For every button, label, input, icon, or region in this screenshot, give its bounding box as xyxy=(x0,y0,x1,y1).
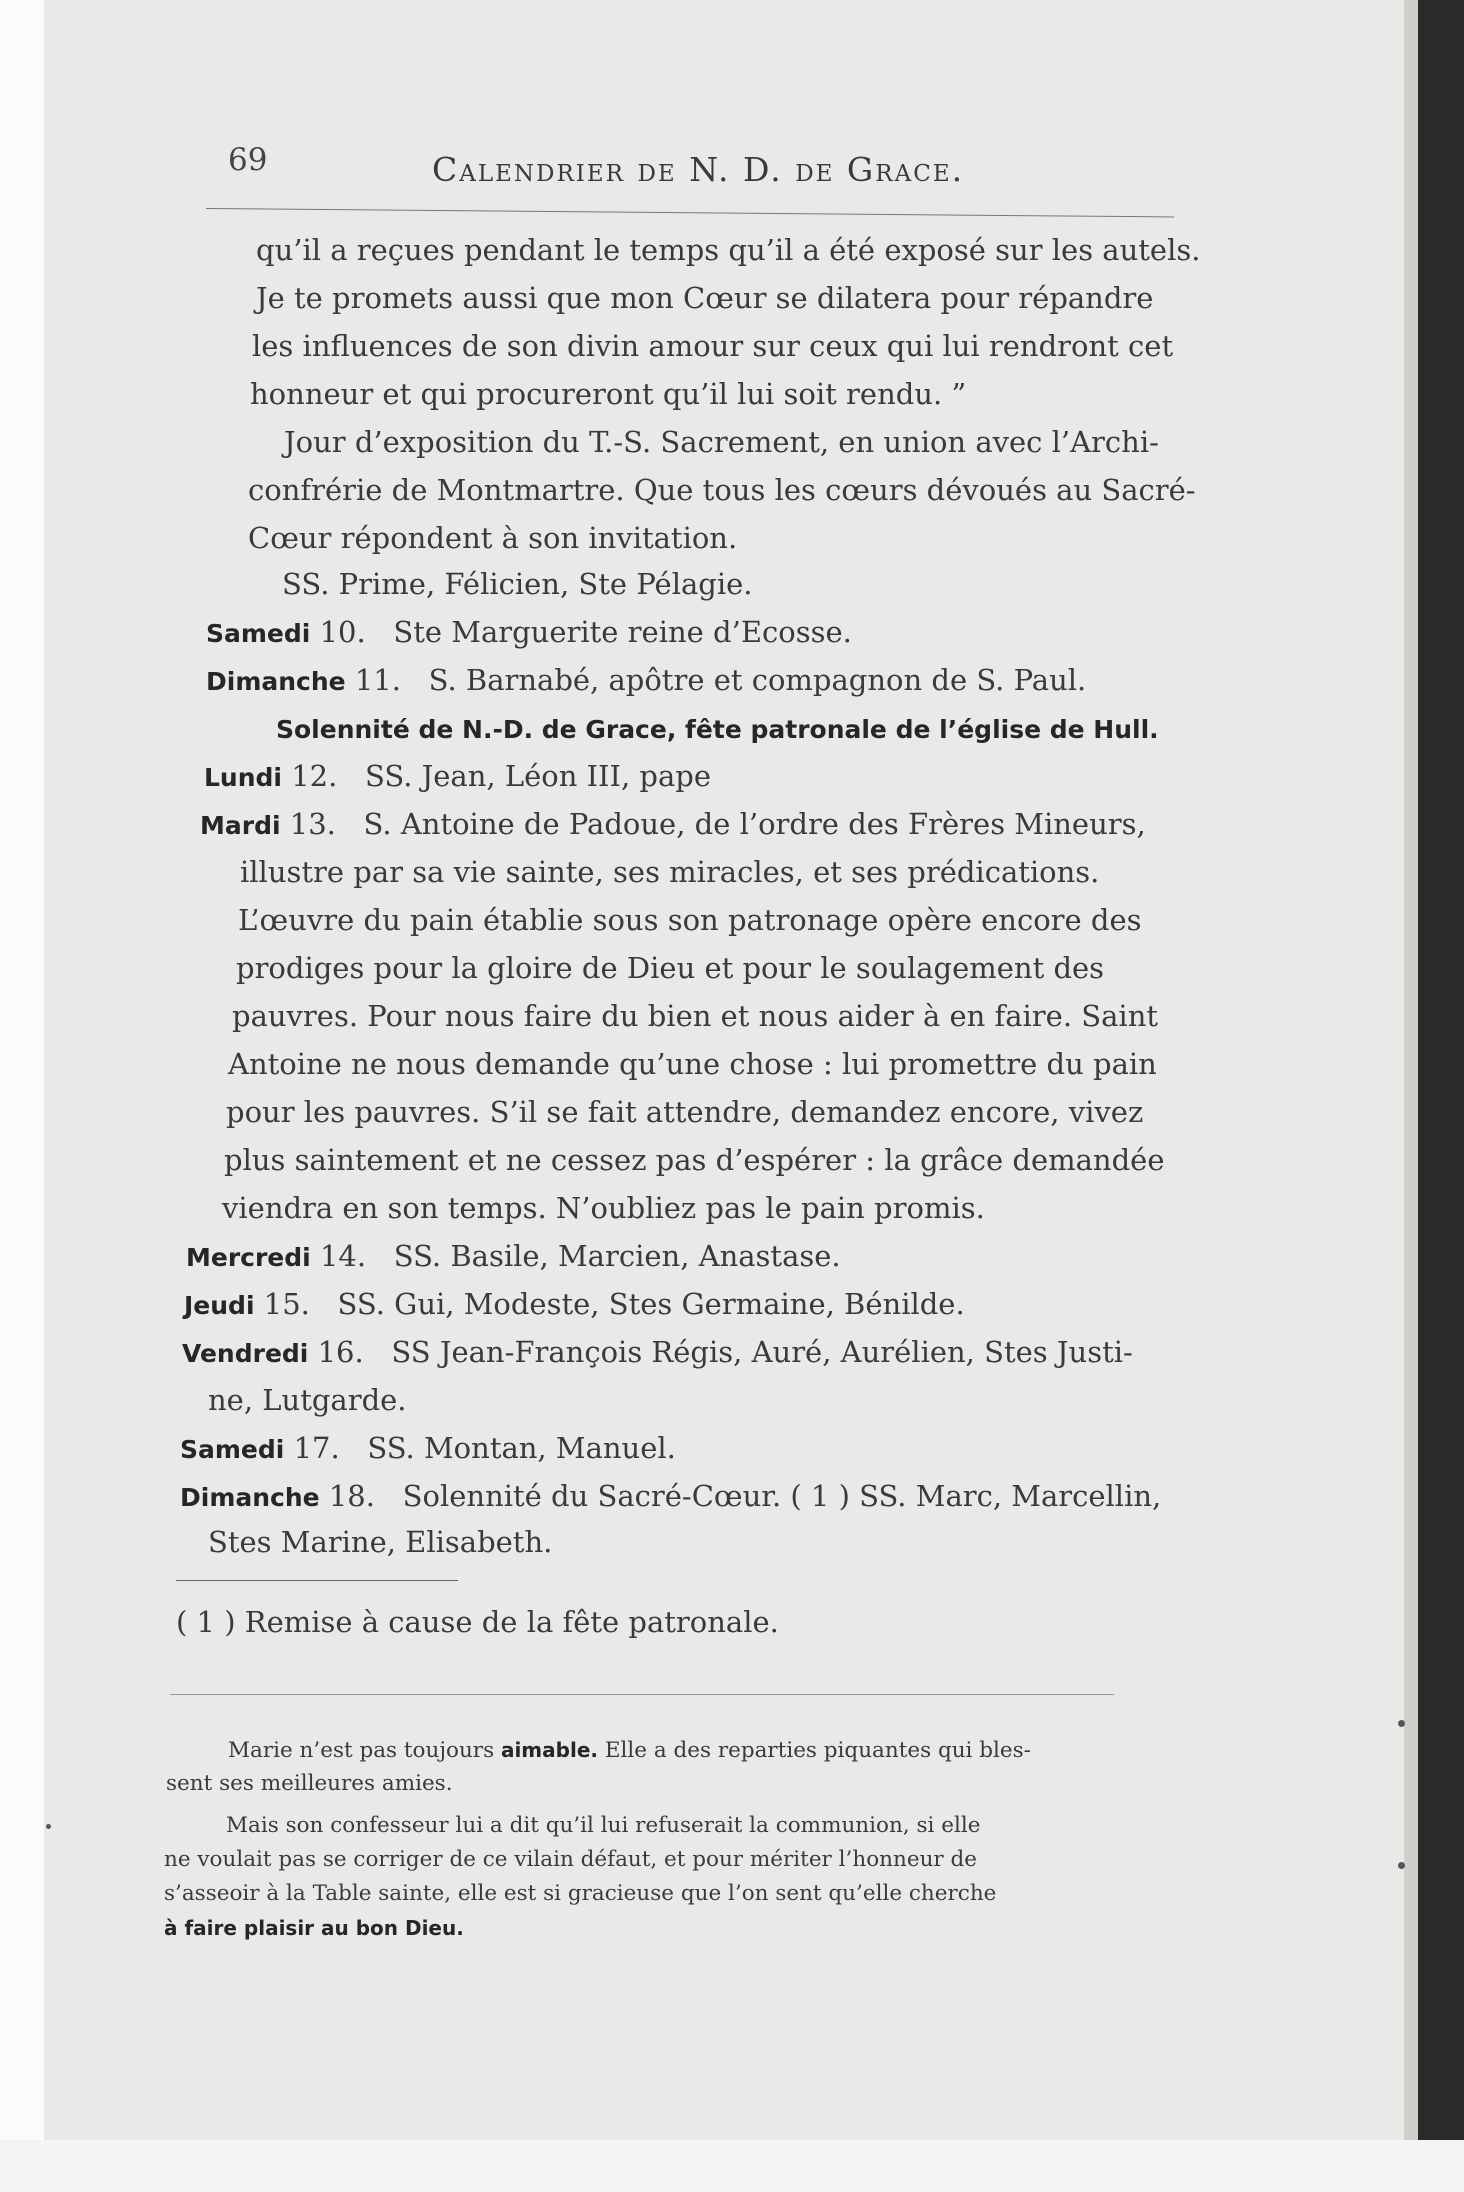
entry-continuation: ne, Lutgarde. xyxy=(208,1383,407,1417)
anecdote-line: ne voulait pas se corriger de ce vilain défaut, et pour mériter l’honneur de xyxy=(164,1847,978,1872)
entry-text: SS. Gui, Modeste, Stes Germaine, Bénilde. xyxy=(337,1287,965,1321)
calendar-entry-mardi-13 xyxy=(200,806,1146,844)
anecdote-text: Elle a des reparties piquantes qui bles- xyxy=(597,1738,1031,1763)
solemnity-line: Solennité de N.-D. de Grace, fête patronale de l’église de Hull. xyxy=(276,715,1159,744)
day-number: 14. xyxy=(319,1239,367,1273)
anecdote-line: Mais son confesseur lui a dit qu’il lui refuserait la communion, si elle xyxy=(226,1813,981,1838)
anecdote-line: s’asseoir à la Table sainte, elle est si gracieuse que l’on sent qu’elle cherche xyxy=(164,1881,997,1906)
entry-text: SS Jean-François Régis, Auré, Aurélien, Stes Justi- xyxy=(391,1335,1133,1369)
day-name: Mardi xyxy=(200,811,281,840)
entry-text: SS. Jean, Léon III, pape xyxy=(365,759,711,793)
day-number: 10. xyxy=(319,615,366,649)
body-line: les influences de son divin amour sur ceux qui lui rendront cet xyxy=(252,329,1174,363)
page-number: 69 xyxy=(228,142,268,178)
calendar-entry-samedi-10 xyxy=(206,614,852,652)
day-number: 18. xyxy=(328,1479,375,1513)
day-number: 16. xyxy=(317,1335,364,1369)
body-line: qu’il a reçues pendant le temps qu’il a été exposé sur les autels. xyxy=(256,233,1201,267)
calendar-entry-vendredi-16 xyxy=(182,1334,1133,1372)
entry-continuation: plus saintement et ne cessez pas d’espérer : la grâce demandée xyxy=(224,1143,1165,1177)
body-line: honneur et qui procureront qu’il lui soit rendu. ” xyxy=(250,377,967,411)
section-separator xyxy=(170,1694,1114,1695)
anecdote-line xyxy=(228,1736,1031,1765)
entry-text: Solennité du Sacré-Cœur. ( 1 ) SS. Marc, Marcellin, xyxy=(402,1479,1162,1513)
day-number: 17. xyxy=(293,1431,340,1465)
entry-text: SS. Basile, Marcien, Anastase. xyxy=(393,1239,841,1273)
running-title: Calendrier de N. D. de Grace. xyxy=(432,150,965,189)
footnote-rule xyxy=(176,1580,458,1581)
day-name: Lundi xyxy=(204,763,282,792)
day-number: 15. xyxy=(263,1287,310,1321)
body-line: SS. Prime, Félicien, Ste Pélagie. xyxy=(282,567,753,601)
anecdote-text: Marie n’est pas toujours xyxy=(228,1738,501,1763)
scan-speck xyxy=(1398,1862,1405,1869)
day-number: 11. xyxy=(354,663,401,697)
calendar-entry-dimanche-11 xyxy=(206,662,1086,700)
anecdote-bold: aimable. xyxy=(500,1738,598,1762)
entry-continuation: pauvres. Pour nous faire du bien et nous aider à en faire. Saint xyxy=(232,999,1159,1033)
entry-continuation: L’œuvre du pain établie sous son patronage opère encore des xyxy=(238,903,1142,937)
day-name: Vendredi xyxy=(182,1339,309,1368)
body-line: Je te promets aussi que mon Cœur se dilatera pour répandre xyxy=(256,281,1154,315)
calendar-entry-samedi-17 xyxy=(180,1430,676,1468)
entry-continuation: prodiges pour la gloire de Dieu et pour le soulagement des xyxy=(236,951,1105,985)
calendar-entry-mercredi-14 xyxy=(186,1238,841,1276)
entry-continuation: Stes Marine, Elisabeth. xyxy=(208,1525,553,1559)
anecdote-line xyxy=(164,1914,464,1943)
entry-text: Ste Marguerite reine d’Ecosse. xyxy=(393,615,852,649)
scan-speck xyxy=(1398,1720,1405,1727)
calendar-entry-jeudi-15 xyxy=(184,1286,965,1324)
anecdote-bold: à faire plaisir au bon Dieu. xyxy=(164,1916,464,1940)
day-name: Samedi xyxy=(180,1435,285,1464)
day-name: Dimanche xyxy=(180,1483,320,1512)
body-line: Jour d’exposition du T.-S. Sacrement, en union avec l’Archi- xyxy=(284,425,1159,459)
calendar-entry-lundi-12 xyxy=(204,758,711,796)
day-number: 13. xyxy=(289,807,336,841)
entry-text: S. Barnabé, apôtre et compagnon de S. Paul. xyxy=(428,663,1087,697)
day-number: 12. xyxy=(291,759,338,793)
body-line: confrérie de Montmartre. Que tous les cœurs dévoués au Sacré- xyxy=(248,473,1196,507)
anecdote-line: sent ses meilleures amies. xyxy=(166,1771,453,1796)
day-name: Samedi xyxy=(206,619,311,648)
day-name: Mercredi xyxy=(186,1243,311,1272)
footnote: ( 1 ) Remise à cause de la fête patronale. xyxy=(176,1605,779,1639)
entry-continuation: pour les pauvres. S’il se fait attendre, demandez encore, vivez xyxy=(226,1095,1144,1129)
body-line: Cœur répondent à son invitation. xyxy=(248,521,738,555)
entry-continuation: Antoine ne nous demande qu’une chose : lui promettre du pain xyxy=(228,1047,1157,1081)
header-rule xyxy=(206,208,1174,217)
entry-text: SS. Montan, Manuel. xyxy=(367,1431,676,1465)
entry-text: S. Antoine de Padoue, de l’ordre des Frères Mineurs, xyxy=(363,807,1146,841)
entry-continuation: illustre par sa vie sainte, ses miracles, et ses prédications. xyxy=(240,855,1100,889)
scan-speck xyxy=(46,1824,51,1829)
day-name: Jeudi xyxy=(184,1291,255,1320)
calendar-entry-dimanche-18 xyxy=(180,1478,1161,1516)
day-name: Dimanche xyxy=(206,667,346,696)
entry-continuation: viendra en son temps. N’oubliez pas le pain promis. xyxy=(222,1191,985,1225)
